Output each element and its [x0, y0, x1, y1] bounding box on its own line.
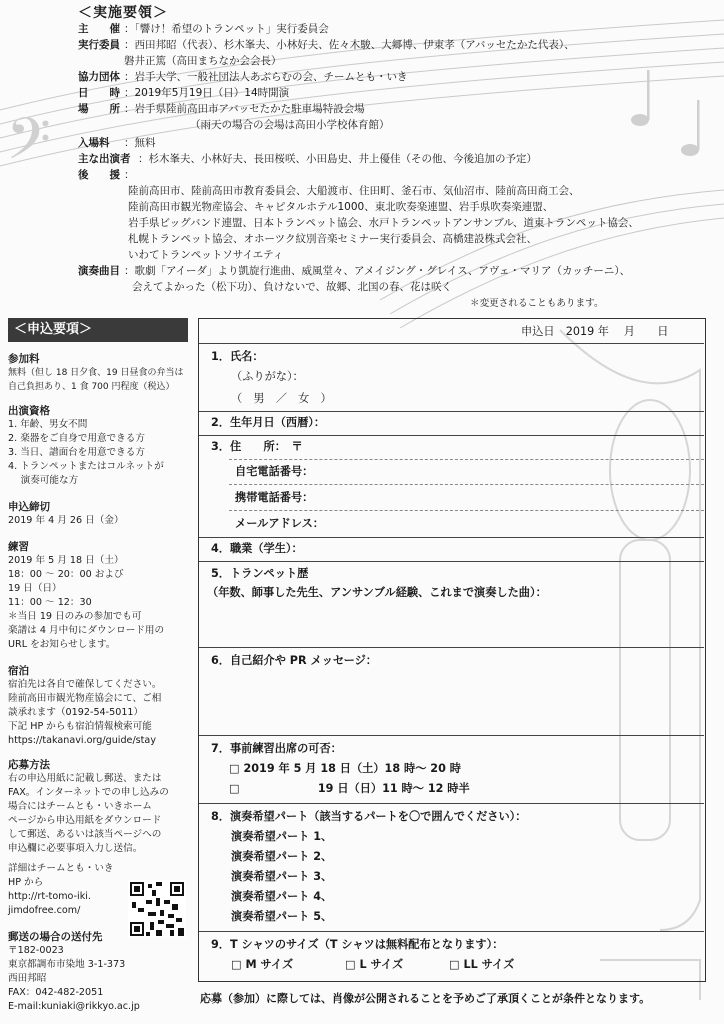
- howto-text: 申込欄に必要事項入力し送信。: [8, 843, 143, 854]
- qualification-title: 出演資格: [8, 405, 50, 417]
- furigana-field-label[interactable]: （ふりがな）：: [231, 370, 304, 383]
- details-text: 詳細はチームとも・いき: [8, 863, 114, 874]
- qualification-item: 4. トランペットまたはコルネットが: [8, 461, 164, 472]
- stay-url-link[interactable]: https://takanavi.org/guide/stay: [8, 735, 156, 746]
- divider: [199, 343, 704, 344]
- address-field-label[interactable]: 3．住 所： 〒: [211, 440, 303, 453]
- occupation-field-label[interactable]: 4．職業（学生）：: [211, 542, 303, 555]
- divider: [229, 484, 704, 485]
- howto-title: 応募方法: [8, 759, 50, 771]
- practice-attendance-label: 7．事前練習出席の可否：: [211, 742, 342, 755]
- mail-text: 東京都調布市染地 3-1-373: [8, 959, 126, 970]
- email-field-label[interactable]: メールアドレス：: [235, 517, 324, 530]
- howto-text: して郵送、あるいは該当ページへの: [8, 829, 162, 840]
- change-note: ＊変更されることもあります。: [470, 298, 604, 309]
- application-heading: ＜申込要項＞: [8, 318, 188, 342]
- mail-text: 西田邦昭: [8, 973, 47, 984]
- trumpet-history-hint: （年数、師事した先生、アンサンブル経験、これまで演奏した曲）：: [207, 586, 547, 599]
- support-line: 陸前高田市、陸前高田市教育委員会、大船渡市、住田町、釜石市、気仙沼市、陸前高田商工会、: [128, 185, 580, 197]
- divider: [199, 537, 704, 538]
- part-preference-label: 8．演奏希望パート（該当するパートを〇で囲んでください）：: [211, 810, 527, 823]
- fee-text: 自己負担あり、1 食 700 円程度（税込）: [8, 382, 175, 392]
- portrait-consent-note: 応募（参加）に際しては、肖像が公開されることを予めご了承頂くことが条件となります。: [200, 992, 651, 1005]
- stay-text: 陸前高田市観光物産協会にて、ご相: [8, 693, 162, 704]
- howto-text: FAX。インターネットでの申し込みの: [8, 787, 169, 798]
- mail-text: FAX：042-482-2051: [8, 987, 104, 998]
- outline-row-cont: （雨天の場合の会場は高田小学校体育館）: [190, 119, 390, 131]
- divider: [199, 735, 704, 736]
- svg-text:𝄢: 𝄢: [6, 105, 52, 187]
- practice-checkbox-19[interactable]: □ 19 日（日）11 時～ 12 時半: [229, 782, 470, 795]
- trumpet-history-label[interactable]: 5．トランペット歴: [211, 567, 309, 580]
- details-url-link[interactable]: jimdofree.com/: [8, 905, 81, 916]
- gender-select[interactable]: （ 男 ／ 女 ）: [231, 392, 332, 405]
- divider: [199, 803, 704, 804]
- support-line: 札幌トランペット協会、オホーツク紋別音楽セミナー実行委員会、高橋建設株式会社、: [128, 233, 537, 245]
- qr-code-icon: [128, 880, 186, 938]
- deadline-text: 2019 年 4 月 26 日（金）: [8, 515, 124, 526]
- divider: [229, 510, 704, 511]
- mobile-phone-field-label[interactable]: 携帯電話番号：: [235, 491, 314, 504]
- outline-row: 実行委員 ：西田邦昭（代表）、杉木峯夫、小林好夫、佐々木駿、大郷博、伊東孝（アバッセたかた代表）、: [78, 39, 575, 51]
- divider: [199, 647, 704, 648]
- outline-row: 協力団体 ：岩手大学、一般社団法人あぶらむの会、チームとも・いき: [78, 71, 408, 83]
- support-line: 陸前高田市観光物産協会、キャピタルホテル1000、東北吹奏楽連盟、岩手県吹奏楽連盟、: [128, 201, 554, 213]
- practice-text: 2019 年 5 月 18 日（土）: [8, 555, 124, 566]
- divider: [229, 459, 704, 460]
- part-option[interactable]: 演奏希望パート 4、: [231, 890, 333, 903]
- support-line: いわてトランペットソサイエティ: [128, 249, 284, 261]
- name-field-label[interactable]: 1．氏名：: [211, 350, 264, 363]
- howto-text: ページから申込用紙をダウンロード: [8, 815, 162, 826]
- email-link[interactable]: E-mail:kuniaki@rikkyo.ac.jp: [8, 1001, 140, 1012]
- stay-text: 宿泊先は各自で確保してください。: [8, 679, 162, 690]
- mail-text: 〒182-0023: [8, 945, 64, 956]
- outline-row: 場 所 ：岩手県陸前高田市アバッセたかた駐車場特設会場: [78, 103, 365, 115]
- fee-text: 無料（但し 18 日夕食、19 日昼食の弁当は: [8, 368, 184, 378]
- practice-text: ＊当日 19 日のみの参加でも可: [8, 611, 142, 622]
- outline-row: 主 催 ：「響け！希望のトランペット」実行委員会: [78, 23, 329, 35]
- pr-message-label[interactable]: 6．自己紹介や PR メッセージ：: [211, 654, 377, 667]
- practice-text: 11：00 ～ 12：30: [8, 597, 92, 608]
- birthdate-field-label[interactable]: 2．生年月日（西暦）：: [211, 416, 326, 429]
- part-option[interactable]: 演奏希望パート 3、: [231, 870, 333, 883]
- stay-title: 宿泊: [8, 665, 29, 677]
- qualification-item: 1. 年齢、男女不問: [8, 419, 88, 430]
- details-text: HP から: [8, 877, 44, 888]
- outline-heading: ＜実施要領＞: [78, 5, 168, 21]
- divider: [199, 931, 704, 932]
- tshirt-checkbox-ll[interactable]: □ LL サイズ: [449, 958, 515, 971]
- part-option[interactable]: 演奏希望パート 2、: [231, 850, 333, 863]
- deadline-title: 申込締切: [8, 501, 50, 513]
- fee-title: 参加料: [8, 353, 40, 365]
- divider: [199, 435, 704, 436]
- part-option[interactable]: 演奏希望パート 1、: [231, 830, 333, 843]
- divider: [199, 411, 704, 412]
- application-form: [198, 318, 706, 982]
- tshirt-checkbox-m[interactable]: □ M サイズ: [231, 958, 294, 971]
- qualification-item: 3. 当日、譜面台を用意できる方: [8, 447, 145, 458]
- program-row: 演奏曲目 ：歌劇「アイーダ」より凱旋行進曲、威風堂々、アメイジング・グレイス、アヴェ・マリア（カッチーニ）、: [78, 265, 631, 277]
- outline-row: 主な出演者 ：杉木峯夫、小林好夫、長田桜咲、小田島史、井上優佳（その他、今後追加の予定）: [78, 153, 537, 165]
- howto-text: 場合にはチームとも・いきホーム: [8, 801, 152, 812]
- qualification-item: 演奏可能な方: [8, 475, 79, 486]
- howto-text: 右の申込用紙に記載し郵送、または: [8, 773, 162, 784]
- details-url-link[interactable]: http://rt-tomo-iki.: [8, 891, 91, 902]
- practice-checkbox-18[interactable]: □ 2019 年 5 月 18 日（土）18 時～ 20 時: [229, 762, 461, 775]
- practice-text: 18：00 ～ 20：00 および: [8, 569, 124, 580]
- tshirt-checkbox-l[interactable]: □ L サイズ: [345, 958, 404, 971]
- qualification-item: 2. 楽器をご自身で用意できる方: [8, 433, 145, 444]
- outline-row: 後 援 ：: [78, 169, 135, 181]
- program-line: 会えてよかった（松下功）、負けないで、故郷、北国の春、花は咲く: [132, 281, 453, 293]
- support-line: 岩手県ビッグバンド連盟、日本トランペット協会、水戸トランペットアンサンブル、道東トランペット協会、: [128, 217, 639, 229]
- outline-row-cont: 磐井正篤（高田まちなか会会長）: [124, 55, 282, 67]
- mail-title: 郵送の場合の送付先: [8, 931, 103, 943]
- part-option[interactable]: 演奏希望パート 5、: [231, 910, 333, 923]
- tshirt-size-label: 9．T シャツのサイズ（T シャツは無料配布となります）：: [211, 938, 504, 951]
- practice-text: 19 日（日）: [8, 583, 62, 594]
- application-date[interactable]: 申込日 2019 年 月 日: [521, 325, 669, 338]
- home-phone-field-label[interactable]: 自宅電話番号：: [235, 465, 314, 478]
- divider: [199, 561, 704, 562]
- practice-text: URL をお知らせします。: [8, 639, 116, 650]
- outline-row: 日 時 ：2019年5月19日（日）14時開演: [78, 87, 290, 99]
- practice-title: 練習: [8, 541, 29, 553]
- stay-text: 談承れます（0192-54-5011）: [8, 707, 144, 718]
- stay-text: 下記 HP からも宿泊情報検索可能: [8, 721, 152, 732]
- practice-text: 楽譜は 4 月中旬にダウンロード用の: [8, 625, 165, 636]
- outline-row: 入場料 ：無料: [78, 137, 156, 149]
